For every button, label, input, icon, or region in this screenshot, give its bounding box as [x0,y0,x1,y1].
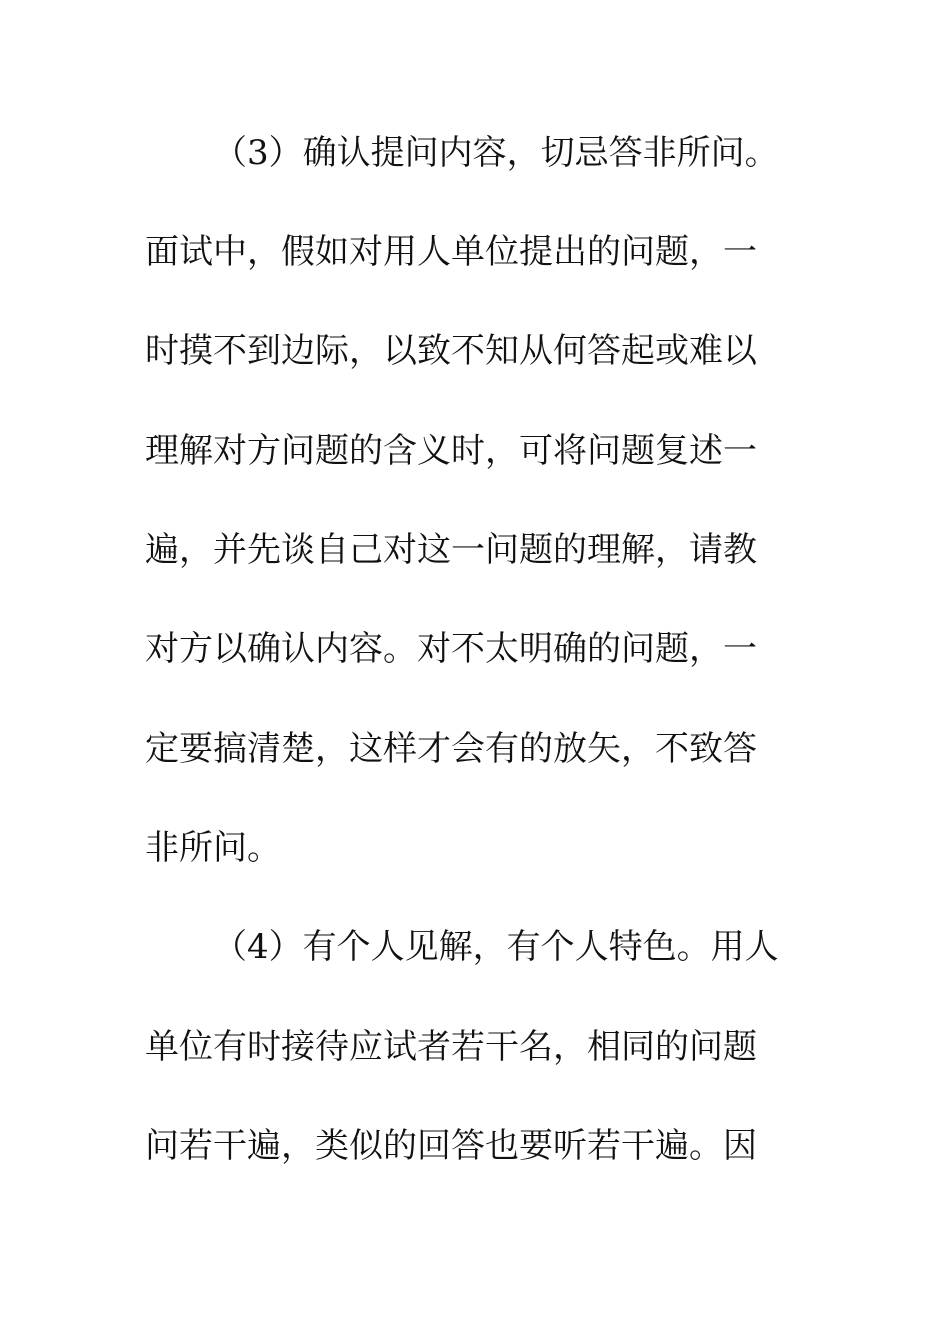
paragraph-3-line-6: 对方以确认内容。对不太明确的问题，一 [145,629,757,669]
paragraph-3-line-1: （3）确认提问内容，切忌答非所问。 [213,133,779,173]
paragraph-3-line-8: 非所问。 [145,828,281,868]
paragraph-4-line-3: 问若干遍，类似的回答也要听若干遍。因 [145,1126,757,1166]
paragraph-3-line-2: 面试中，假如对用人单位提出的问题，一 [145,232,757,272]
paragraph-3-line-7: 定要搞清楚，这样才会有的放矢，不致答 [145,729,757,769]
paragraph-3-line-5: 遍，并先谈自己对这一问题的理解，请教 [145,530,757,570]
paragraph-3-line-3: 时摸不到边际，以致不知从何答起或难以 [145,331,757,371]
paragraph-4-line-1: （4）有个人见解，有个人特色。用人 [213,927,779,967]
paragraph-3-line-4: 理解对方问题的含义时，可将问题复述一 [145,431,757,471]
paragraph-4-line-2: 单位有时接待应试者若干名，相同的问题 [145,1027,757,1067]
